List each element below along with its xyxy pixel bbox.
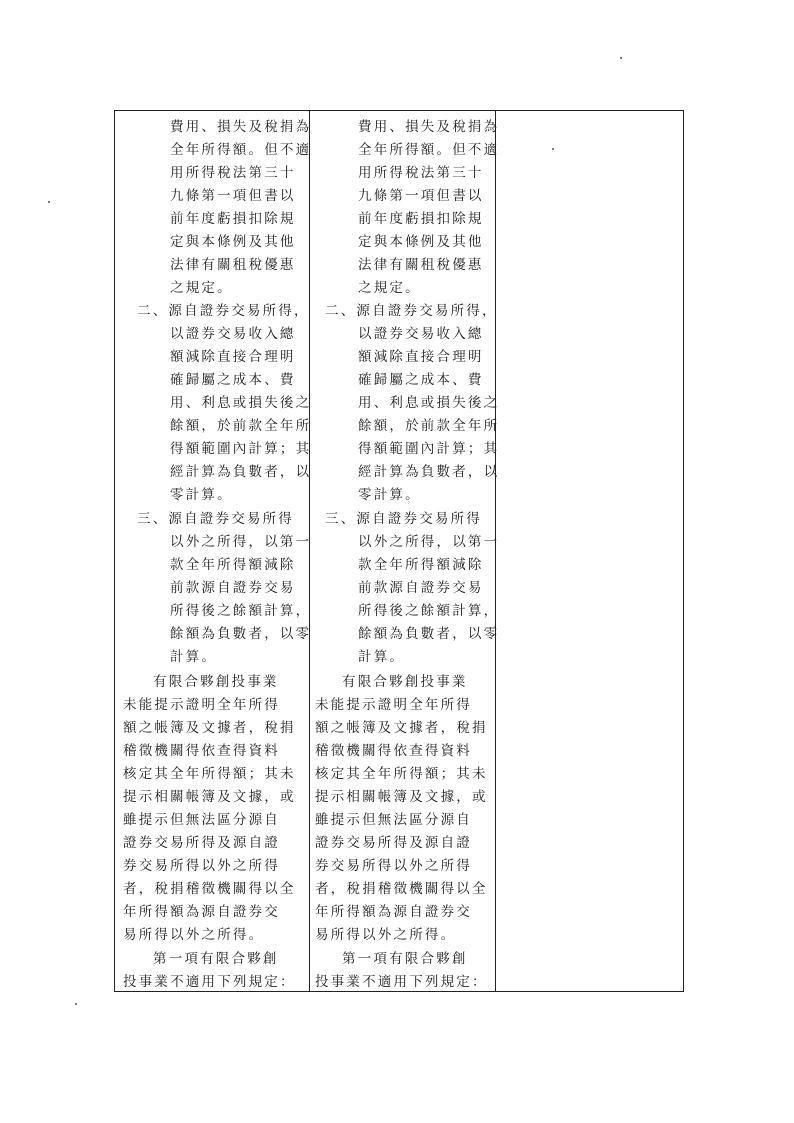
- text-line: 確歸屬之成本、費: [170, 372, 296, 388]
- text-line: 全年所得額。但不適: [170, 142, 312, 158]
- text-line: 雖提示但無法區分源自: [315, 812, 472, 828]
- text-line: 用所得稅法第三十: [170, 165, 296, 181]
- text-line: 以外之所得，以第一: [170, 534, 312, 550]
- text-line: 確歸屬之成本、費: [358, 372, 484, 388]
- scan-speck: [552, 148, 554, 150]
- text-line: 零計算。: [358, 487, 421, 503]
- text-line: 額之帳簿及文據者，稅捐: [123, 720, 296, 736]
- text-line: 之規定。: [358, 280, 421, 296]
- text-line: 證券交易所得及源自證: [123, 835, 280, 851]
- column-divider: [495, 111, 496, 991]
- text-line: 餘額為負數者，以零: [170, 626, 312, 642]
- text-line: 三、源自證券交易所得: [325, 511, 482, 527]
- text-line: 三、源自證券交易所得: [137, 511, 294, 527]
- text-line: 券交易所得以外之所得: [123, 858, 280, 874]
- text-line: 經計算為負數者，以: [170, 464, 312, 480]
- text-line: 計算。: [170, 649, 218, 665]
- text-line: 券交易所得以外之所得: [315, 858, 472, 874]
- text-line: 之規定。: [170, 280, 233, 296]
- text-line: 未能提示證明全年所得: [123, 697, 280, 713]
- text-line: 定與本條例及其他: [170, 234, 296, 250]
- text-line: 稽徵機關得依查得資料: [315, 743, 472, 759]
- text-line: 餘額，於前款全年所: [170, 418, 312, 434]
- text-line: 未能提示證明全年所得: [315, 697, 472, 713]
- text-line: 者，稅捐稽徵機關得以全: [123, 881, 296, 897]
- text-line: 零計算。: [170, 487, 233, 503]
- text-line: 款全年所得額減除: [170, 557, 296, 573]
- text-line: 投事業不適用下列規定：: [123, 974, 296, 990]
- text-line: 有限合夥創投事業: [342, 674, 468, 690]
- text-line: 前年度虧損扣除規: [358, 211, 484, 227]
- comparison-table: [114, 110, 684, 992]
- text-line: 二、源自證券交易所得，: [325, 303, 498, 319]
- text-line: 費用、損失及稅捐為: [358, 119, 500, 135]
- text-line: 投事業不適用下列規定：: [315, 974, 488, 990]
- text-line: 額減除直接合理明: [170, 349, 296, 365]
- scan-speck: [48, 201, 50, 203]
- text-line: 定與本條例及其他: [358, 234, 484, 250]
- text-line: 計算。: [358, 649, 406, 665]
- text-line: 證券交易所得及源自證: [315, 835, 472, 851]
- text-line: 易所得以外之所得。: [315, 927, 457, 943]
- text-line: 二、源自證券交易所得，: [137, 303, 310, 319]
- text-line: 前款源自證券交易: [170, 580, 296, 596]
- text-line: 九條第一項但書以: [358, 188, 484, 204]
- text-line: 得額範圍內計算；其: [170, 441, 312, 457]
- text-line: 提示相關帳簿及文據，或: [315, 789, 488, 805]
- text-line: 易所得以外之所得。: [123, 927, 265, 943]
- scan-speck: [620, 57, 622, 59]
- text-line: 有限合夥創投事業: [153, 674, 279, 690]
- text-line: 提示相關帳簿及文據，或: [123, 789, 296, 805]
- text-line: 以證券交易收入總: [358, 326, 484, 342]
- text-line: 餘額為負數者，以零: [358, 626, 500, 642]
- text-line: 額之帳簿及文據者，稅捐: [315, 720, 488, 736]
- text-line: 用、利息或損失後之: [358, 395, 500, 411]
- text-line: 費用、損失及稅捐為: [170, 119, 312, 135]
- text-line: 得額範圍內計算；其: [358, 441, 500, 457]
- text-line: 年所得額為源自證券交: [123, 904, 280, 920]
- text-line: 以外之所得，以第一: [358, 534, 500, 550]
- column-divider: [309, 111, 310, 991]
- text-line: 用所得稅法第三十: [358, 165, 484, 181]
- text-line: 核定其全年所得額；其未: [315, 766, 488, 782]
- text-line: 所得後之餘額計算，: [170, 603, 312, 619]
- text-line: 餘額，於前款全年所: [358, 418, 500, 434]
- text-line: 核定其全年所得額；其未: [123, 766, 296, 782]
- text-line: 額減除直接合理明: [358, 349, 484, 365]
- text-line: 法律有關租稅優惠: [358, 257, 484, 273]
- text-line: 第一項有限合夥創: [153, 951, 279, 967]
- text-line: 第一項有限合夥創: [342, 951, 468, 967]
- text-line: 者，稅捐稽徵機關得以全: [315, 881, 488, 897]
- text-line: 款全年所得額減除: [358, 557, 484, 573]
- text-line: 九條第一項但書以: [170, 188, 296, 204]
- scan-speck: [75, 1003, 77, 1005]
- text-line: 前款源自證券交易: [358, 580, 484, 596]
- text-line: 全年所得額。但不適: [358, 142, 500, 158]
- text-line: 用、利息或損失後之: [170, 395, 312, 411]
- text-line: 稽徵機關得依查得資料: [123, 743, 280, 759]
- text-line: 所得後之餘額計算，: [358, 603, 500, 619]
- text-line: 雖提示但無法區分源自: [123, 812, 280, 828]
- text-line: 經計算為負數者，以: [358, 464, 500, 480]
- text-line: 法律有關租稅優惠: [170, 257, 296, 273]
- text-line: 以證券交易收入總: [170, 326, 296, 342]
- text-line: 年所得額為源自證券交: [315, 904, 472, 920]
- text-line: 前年度虧損扣除規: [170, 211, 296, 227]
